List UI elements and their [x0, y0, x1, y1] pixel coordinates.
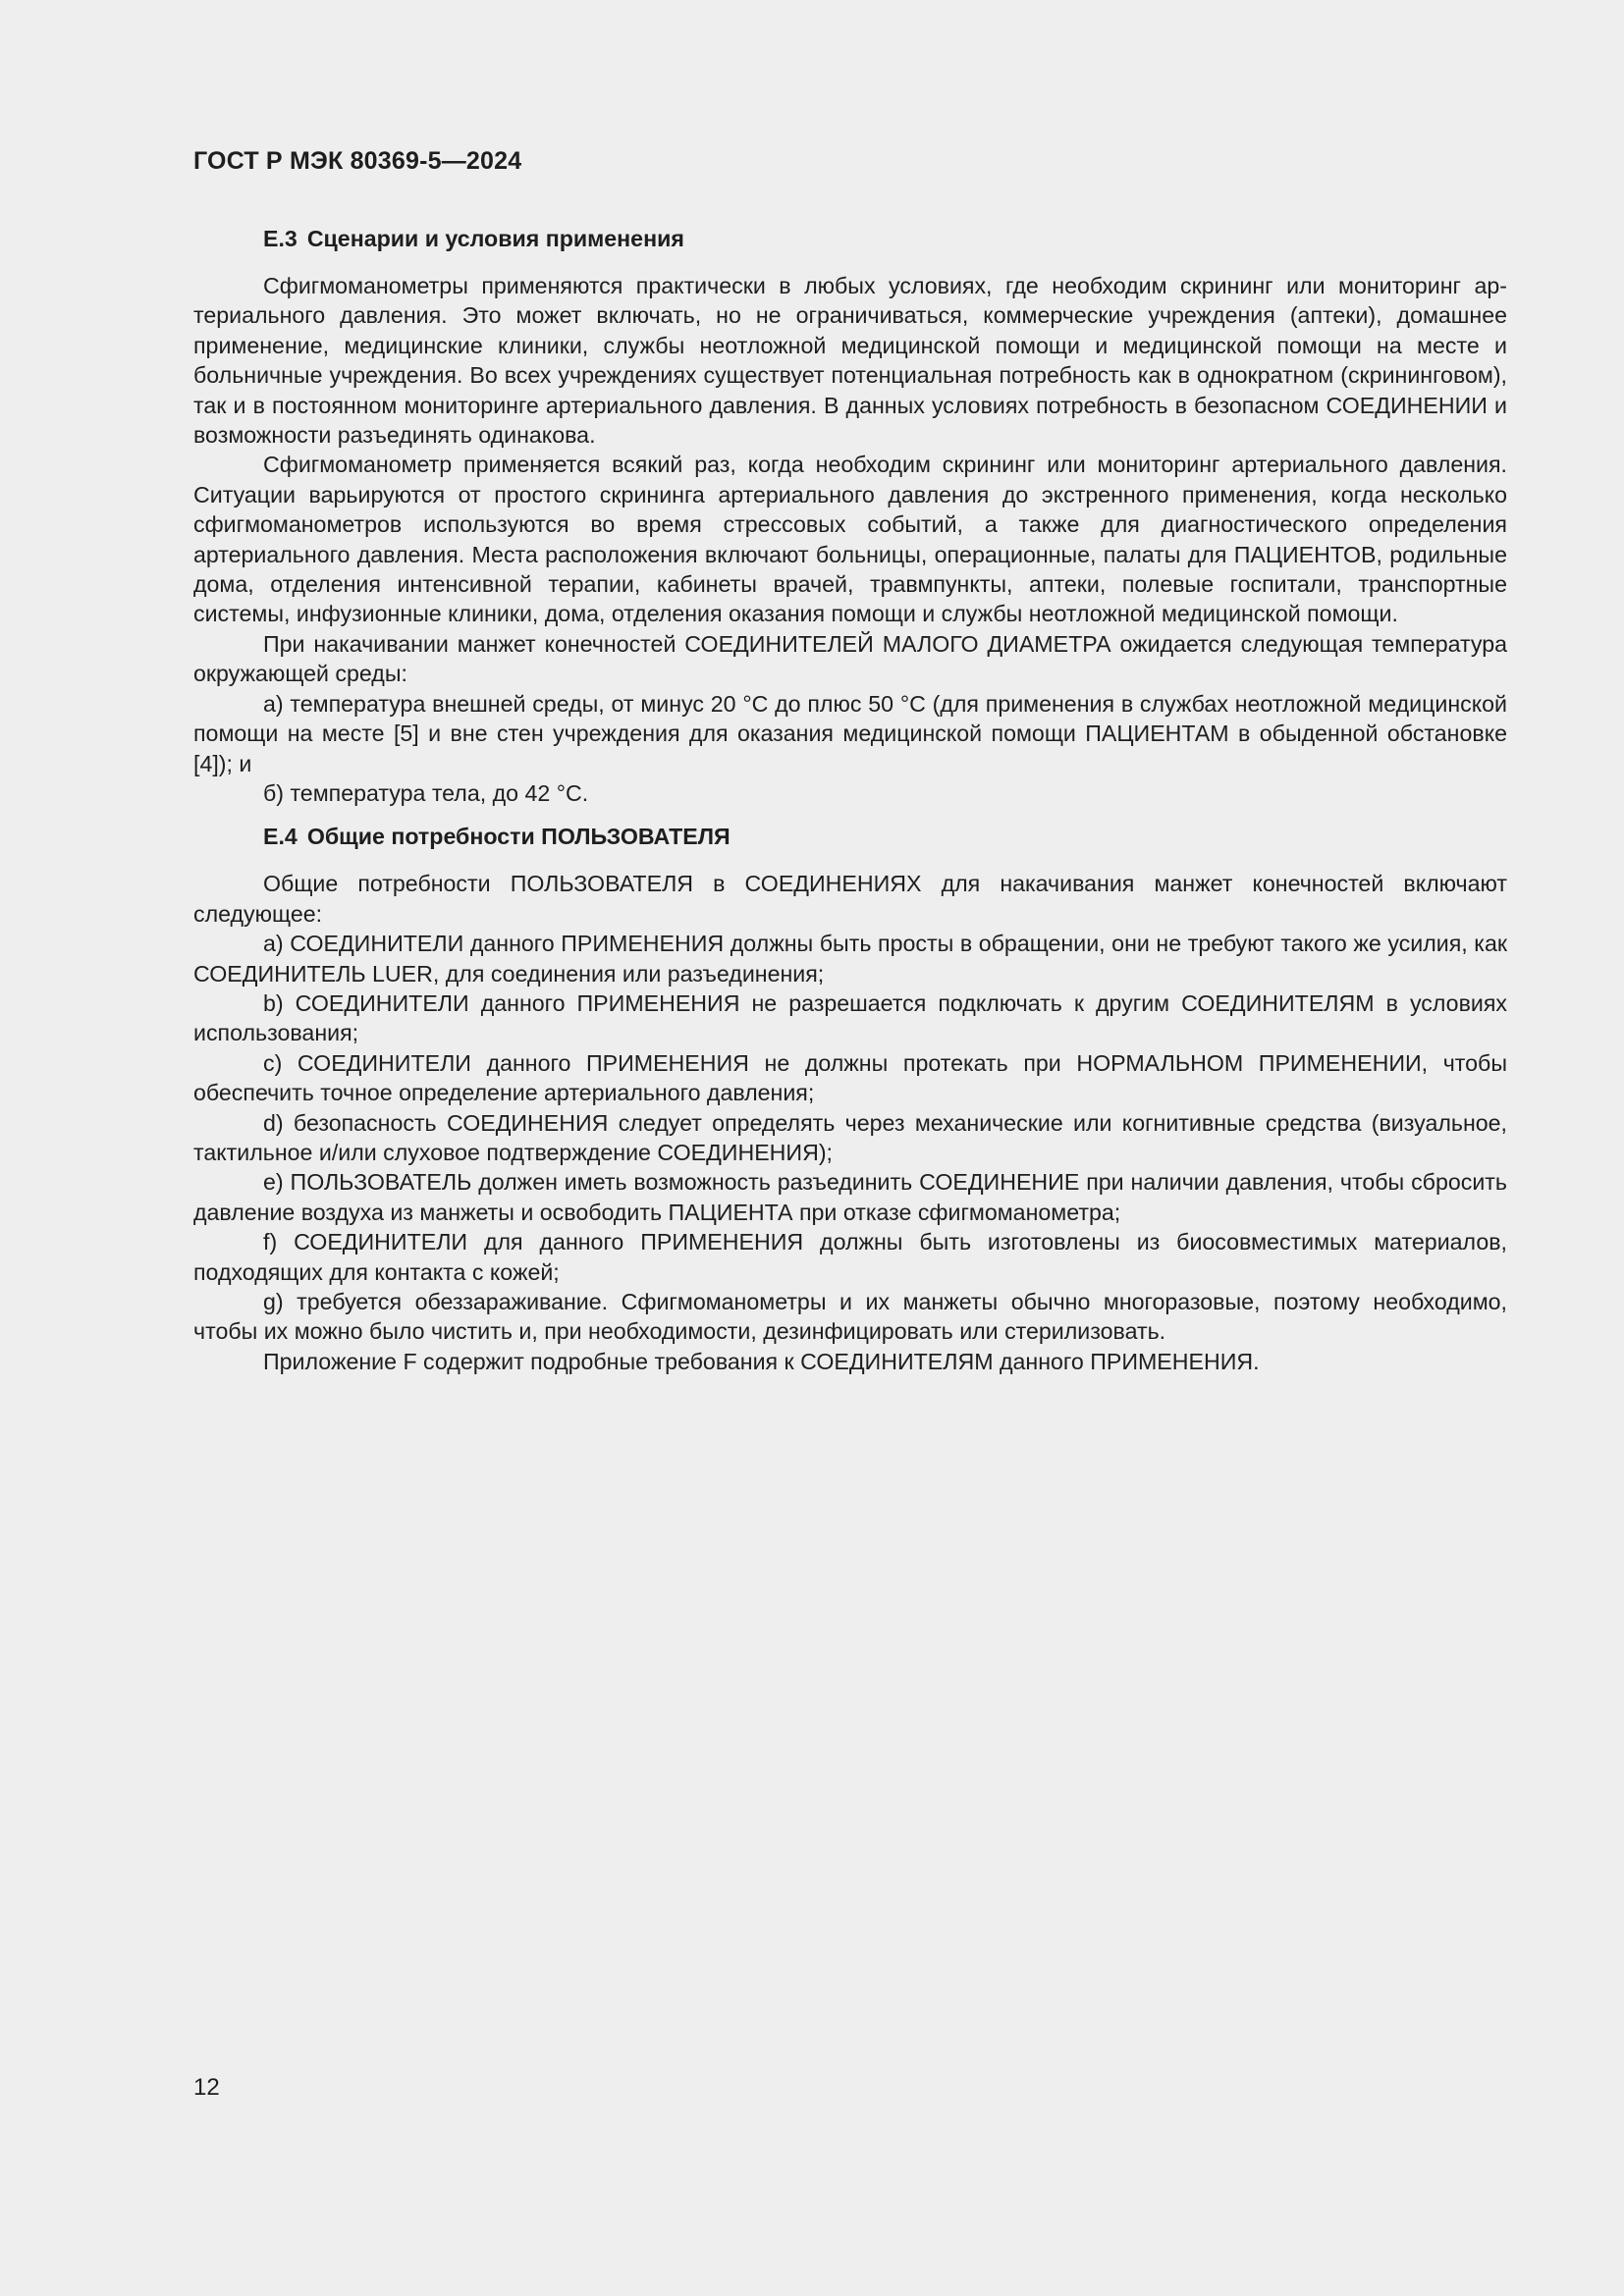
list-item: а) температура внешней среды, от минус 20 °С до плюс 50 °С (для применения в службах неотложной медицинской помощи на месте [5] и вне стен учреждения для оказания медицинской помощи ПАЦИЕНТАМ в обыденной обстановке [4]); и — [193, 690, 1507, 776]
list-item: g) требуется обеззараживание. Сфигмоманометры и их манжеты обычно многоразовые, поэтому необходимо, чтобы их можно было чистить и, при необходимости, дезинфицировать или стерилизовать. — [193, 1289, 1507, 1345]
document-id-header: ГОСТ Р МЭК 80369-5—2024 — [193, 147, 522, 175]
list-item: e) ПОЛЬЗОВАТЕЛЬ должен иметь возможность разъединить СОЕДИНЕНИЕ при наличии давления, чтобы сбросить давление воздуха из манжеты и освободить ПАЦИЕНТА при отказе сфигмоманометра; — [193, 1169, 1507, 1225]
page-number: 12 — [193, 2074, 220, 2101]
document-body — [193, 224, 1507, 1376]
list-item: d) безопасность СОЕДИНЕНИЯ следует определять через механические или когнитивные средства (визуальное, тактильное и/или слуховое подтверждение СОЕДИНЕНИЯ); — [193, 1109, 1507, 1165]
list-item: c) СОЕДИНИТЕЛИ данного ПРИМЕНЕНИЯ не должны протекать при НОРМАЛЬНОМ ПРИМЕНЕНИИ, чтобы обеспечить точное определение артериального давления; — [193, 1049, 1507, 1106]
list-item: a) СОЕДИНИТЕЛИ данного ПРИМЕНЕНИЯ должны быть просты в обращении, они не требуют такого же усилия, как СОЕДИНИТЕЛЬ LUER, для соединения или разъединения; — [193, 931, 1507, 987]
list-item: b) СОЕДИНИТЕЛИ данного ПРИМЕНЕНИЯ не разрешается подключать к другим СОЕДИНИТЕЛЯМ в условиях использования; — [193, 989, 1507, 1046]
list-item: б) температура тела, до 42 °С. — [263, 779, 589, 806]
paragraph: Сфигмоманометры применяются практически в любых условиях, где необходим скрининг или мониторинг артериального давления. Это может включать, но не ограничиваться, коммерческие учреждения (аптеки), домашнее применение, медицинские клиники, службы неотложной медицинской помощи и медицинской помощи на месте и больничные учреждения. Во всех учреждениях существует потенциальная потребность как в однократном (скрининговом), так и в постоянном мониторинге артериального давления. В данных условиях потребность в безопасном СОЕДИНЕНИИ и возможности разъединять одинакова. — [193, 273, 1507, 449]
section-title: Сценарии и условия применения — [306, 226, 684, 251]
paragraph: При накачивании манжет конечностей СОЕДИНИТЕЛЕЙ МАЛОГО ДИАМЕТРА ожидается следующая температура окружающей среды: — [193, 630, 1507, 687]
section-number: Е.3 — [263, 226, 298, 251]
paragraph: Сфигмоманометр применяется всякий раз, когда необходим скрининг или мониторинг артериального давления. Ситуации варьируются от простого скрининга артериального давления до экстренного применения, когда несколько сфигмоманометров используются во время стрессовых событий, а также для диагностического определения артериального давления. Места расположения включают больницы, операционные, палаты для ПАЦИЕНТОВ, родильные дома, отделения интенсивной терапии, кабинеты врачей, травмпункты, аптеки, полевые госпитали, транспортные системы, инфузионные клиники, дома, отделения оказания помощи и службы неотложной медицинской помощи. — [193, 452, 1507, 627]
section-number: Е.4 — [263, 824, 298, 850]
paragraph: Приложение F содержит подробные требования к СОЕДИНИТЕЛЯМ данного ПРИМЕНЕНИЯ. — [263, 1348, 1260, 1374]
section-heading-e3 — [193, 224, 1507, 253]
section-heading-e4 — [193, 822, 1507, 851]
list-item: f) СОЕДИНИТЕЛИ для данного ПРИМЕНЕНИЯ должны быть изготовлены из биосовместимых материалов, подходящих для контакта с кожей; — [193, 1229, 1507, 1285]
paragraph: Общие потребности ПОЛЬЗОВАТЕЛЯ в СОЕДИНЕНИЯХ для накачивания манжет конечностей включают следующее: — [193, 871, 1507, 927]
section-title: Общие потребности ПОЛЬЗОВАТЕЛЯ — [306, 824, 731, 850]
